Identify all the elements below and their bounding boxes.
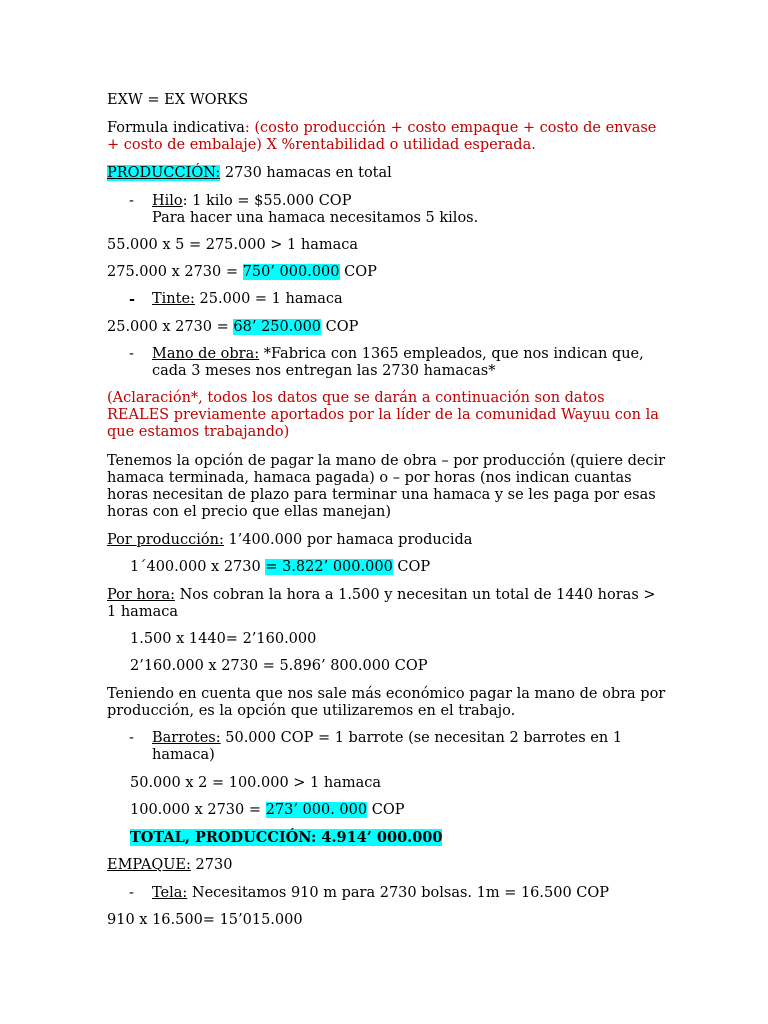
calc-line-2 (107, 264, 667, 281)
calc-2-highlight: 750’ 000.000 (242, 264, 340, 280)
calc-9-text: 910 x 16.500= 15’015.000 (107, 912, 303, 928)
tela-item (152, 885, 662, 902)
tela-label: Tela: (152, 885, 188, 901)
por-hora-line (107, 587, 667, 621)
calc-line-6 (130, 658, 690, 675)
calc-7-text: 50.000 x 2 = 100.000 > 1 hamaca (130, 775, 382, 791)
formula-label: Formula indicativa (107, 120, 245, 136)
calc-4-highlight: = 3.822’ 000.000 (265, 559, 393, 575)
produccion-heading (107, 165, 667, 182)
calc-line-1 (107, 237, 667, 254)
calc-4-pre: 1´400.000 x 2730 (130, 559, 266, 575)
calc-2-pre: 275.000 x 2730 = (107, 264, 243, 280)
tela-dash: - (129, 885, 134, 901)
total-produccion-text: TOTAL, PRODUCCIÓN: 4.914’ 000.000 (130, 829, 443, 846)
teniendo-text: Teniendo en cuenta que nos sale más económico pagar la mano de obra por producción, es la opción que utilizaremos en el trabajo. (107, 686, 666, 719)
empaque-heading (107, 857, 667, 874)
por-produccion-text: 1’400.000 por hamaca producida (223, 532, 473, 548)
barrotes-text: 50.000 COP = 1 barrote (se necesitan 2 barrotes en 1 hamaca) (152, 730, 623, 763)
calc-1-text: 55.000 x 5 = 275.000 > 1 hamaca (107, 237, 359, 253)
aclaracion-paragraph (107, 390, 667, 441)
tinte-text: 25.000 = 1 hamaca (194, 291, 343, 307)
calc-3-post: COP (321, 319, 359, 335)
total-produccion-line (130, 829, 690, 847)
mano-text: *Fabrica con 1365 empleados, que nos indican que, cada 3 meses nos entregan las 2730 hamacas* (152, 346, 644, 379)
mano-item (152, 346, 662, 380)
tela-text: Necesitamos 910 m para 2730 bolsas. 1m = 16.500 COP (187, 885, 610, 901)
por-hora-label: Por hora: (107, 587, 175, 603)
calc-3-highlight: 68’ 250.000 (233, 319, 322, 335)
mano-label: Mano de obra: (152, 346, 260, 362)
formula-paragraph (107, 120, 667, 154)
produccion-text: 2730 hamacas en total (220, 165, 392, 181)
barrotes-label: Barrotes: (152, 730, 221, 746)
mano-dash: - (129, 346, 134, 362)
calc-5-text: 1.500 x 1440= 2’160.000 (130, 631, 317, 647)
calc-line-4 (130, 559, 690, 576)
calc-8-post: COP (367, 802, 405, 818)
por-produccion-label: Por producción: (107, 532, 224, 548)
calc-4-post: COP (392, 559, 431, 575)
calc-8-highlight: 273’ 000. 000 (265, 802, 368, 818)
hilo-text: : 1 kilo = $55.000 COP (182, 193, 352, 209)
barrotes-dash: - (129, 730, 134, 746)
opcion-text: Tenemos la opción de pagar la mano de obra – por producción (quiere decir hamaca terminada, hamaca pagada) o – por horas (nos indican cuantas horas necesitan de plazo para terminar una hamaca y se les paga por esas horas con el precio que ellas manejan) (107, 453, 666, 520)
calc-6-text: 2’160.000 x 2730 = 5.896’ 800.000 COP (130, 658, 428, 674)
hilo-text-2: Para hacer una hamaca necesitamos 5 kilos. (152, 210, 479, 226)
hilo-label: Hilo (152, 193, 183, 209)
por-hora-text: Nos cobran la hora a 1.500 y necesitan un total de 1440 horas > 1 hamaca (107, 587, 656, 620)
hilo-item (152, 193, 662, 227)
exw-line (107, 92, 667, 109)
exw-text: EXW = EX WORKS (107, 92, 249, 108)
hilo-dash: - (129, 193, 134, 209)
empaque-label: EMPAQUE: (107, 857, 191, 873)
teniendo-paragraph (107, 686, 667, 720)
tinte-item (152, 291, 662, 308)
calc-8-pre: 100.000 x 2730 = (130, 802, 266, 818)
calc-line-5 (130, 631, 690, 648)
barrotes-item (152, 730, 662, 764)
aclaracion-text: (Aclaración*, todos los datos que se darán a continuación son datos REALES previamente aportados por la líder de la comunidad Wayuu con la que estamos trabajando) (107, 390, 659, 440)
tinte-dash: - (129, 291, 136, 308)
calc-line-8 (130, 802, 690, 819)
calc-3-pre: 25.000 x 2730 = (107, 319, 234, 335)
calc-line-9 (107, 912, 667, 929)
calc-line-7 (130, 775, 690, 792)
por-produccion-line (107, 532, 667, 549)
tinte-label: Tinte: (152, 291, 195, 307)
calc-line-3 (107, 319, 667, 336)
empaque-text: 2730 (190, 857, 233, 873)
calc-2-post: COP (339, 264, 377, 280)
opcion-paragraph (107, 453, 667, 521)
formula-text: : (costo producción + costo empaque + costo de envase + costo de embalaje) X %rentabilidad o utilidad esperada. (107, 120, 657, 153)
produccion-label: PRODUCCIÓN: (107, 165, 221, 181)
